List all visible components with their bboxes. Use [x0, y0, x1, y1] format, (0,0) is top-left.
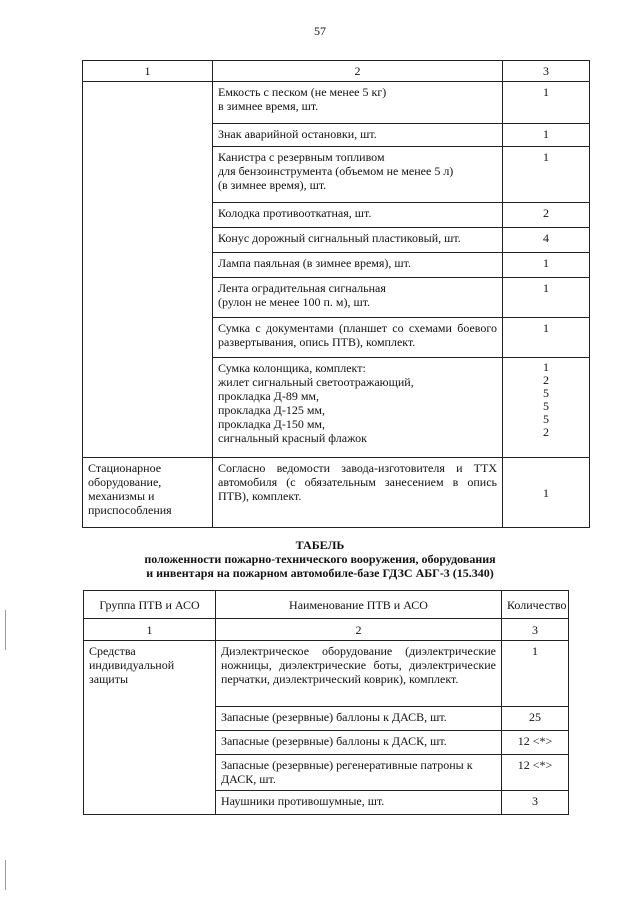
item-quantity: 1 [503, 253, 590, 278]
item-quantity: 12 <*> [502, 755, 569, 791]
group-cell: Средства индивидуальной защиты [84, 641, 216, 815]
item-name: Сумка колонщика, комплект: жилет сигнальный светоотражающий, прокладка Д-89 мм, прокладка Д-125 мм, прокладка Д-150 мм, сигнальный красный флажок [213, 358, 503, 458]
item-name: Запасные (резервные) баллоны к ДАСК, шт. [216, 731, 502, 755]
group-cell: Стационарное оборудование, механизмы и приспособления [83, 458, 213, 528]
item-quantity: 12 <*> [502, 731, 569, 755]
title-subheading: положенности пожарно-технического вооружения, оборудования [144, 552, 496, 566]
item-quantity: 1 [503, 82, 590, 124]
item-name: Запасные (резервные) регенеративные патроны к ДАСК, шт. [216, 755, 502, 791]
section-title [100, 538, 540, 580]
equipment-table-continued [82, 60, 590, 528]
page-number: 57 [314, 24, 326, 38]
item-name: Наушники противошумные, шт. [216, 791, 502, 815]
item-name: Согласно ведомости завода-изготовителя и ТТХ автомобиля (с обязательным занесением в опись ПТВ), комплект. [213, 458, 503, 528]
table-row [83, 458, 590, 528]
margin-scan-mark [5, 610, 6, 650]
column-header: Количество [502, 591, 569, 619]
column-header: Наименование ПТВ и АСО [216, 591, 502, 619]
margin-scan-mark [5, 860, 6, 890]
item-name: Сумка с документами (планшет со схемами боевого развертывания, опись ПТВ), комплект. [213, 318, 503, 358]
item-quantity: 1 [503, 318, 590, 358]
item-quantity: 1 [543, 360, 549, 374]
column-number: 3 [502, 619, 569, 641]
item-quantity: 3 [502, 791, 569, 815]
item-quantity: 2 [503, 203, 590, 228]
group-cell [83, 82, 213, 458]
item-quantity: 1 [503, 124, 590, 147]
table-row [84, 641, 569, 707]
item-quantity: 5 [543, 399, 549, 413]
item-quantity: 25 [502, 707, 569, 731]
item-quantity: 5 [543, 386, 549, 400]
item-quantity: 4 [503, 228, 590, 253]
item-quantity-list [503, 358, 590, 458]
item-name: Канистра с резервным топливом для бензоинструмента (объемом не менее 5 л) (в зимнее время), шт. [213, 147, 503, 203]
item-quantity: 2 [543, 425, 549, 439]
item-quantity: 1 [503, 278, 590, 318]
column-number: 3 [503, 61, 590, 82]
item-name: Емкость с песком (не менее 5 кг) в зимнее время, шт. [213, 82, 503, 124]
item-name: Колодка противооткатная, шт. [213, 203, 503, 228]
column-number: 1 [84, 619, 216, 641]
table-header-row [84, 591, 569, 619]
column-header: Группа ПТВ и АСО [84, 591, 216, 619]
item-name: Лампа паяльная (в зимнее время), шт. [213, 253, 503, 278]
column-number: 2 [213, 61, 503, 82]
item-name: Диэлектрическое оборудование (диэлектрические ножницы, диэлектрические боты, диэлектрические перчатки, диэлектрический коврик), комплект. [216, 641, 502, 707]
table-header-row [83, 61, 590, 82]
item-name: Знак аварийной остановки, шт. [213, 124, 503, 147]
item-quantity: 1 [502, 641, 569, 707]
item-quantity: 1 [503, 147, 590, 203]
item-quantity: 2 [543, 373, 549, 387]
item-name: Запасные (резервные) баллоны к ДАСВ, шт. [216, 707, 502, 731]
column-number: 1 [83, 61, 213, 82]
table-row [83, 82, 590, 124]
item-name: Конус дорожный сигнальный пластиковый, шт. [213, 228, 503, 253]
item-name: Лента оградительная сигнальная (рулон не менее 100 п. м), шт. [213, 278, 503, 318]
abg3-equipment-table [83, 590, 569, 815]
table-number-row [84, 619, 569, 641]
title-subheading: и инвентаря на пожарном автомобиле-базе ГДЗС АБГ-3 (15.340) [146, 566, 494, 580]
item-quantity: 5 [543, 412, 549, 426]
item-quantity: 1 [503, 458, 590, 528]
column-number: 2 [216, 619, 502, 641]
title-heading: ТАБЕЛЬ [295, 538, 345, 552]
